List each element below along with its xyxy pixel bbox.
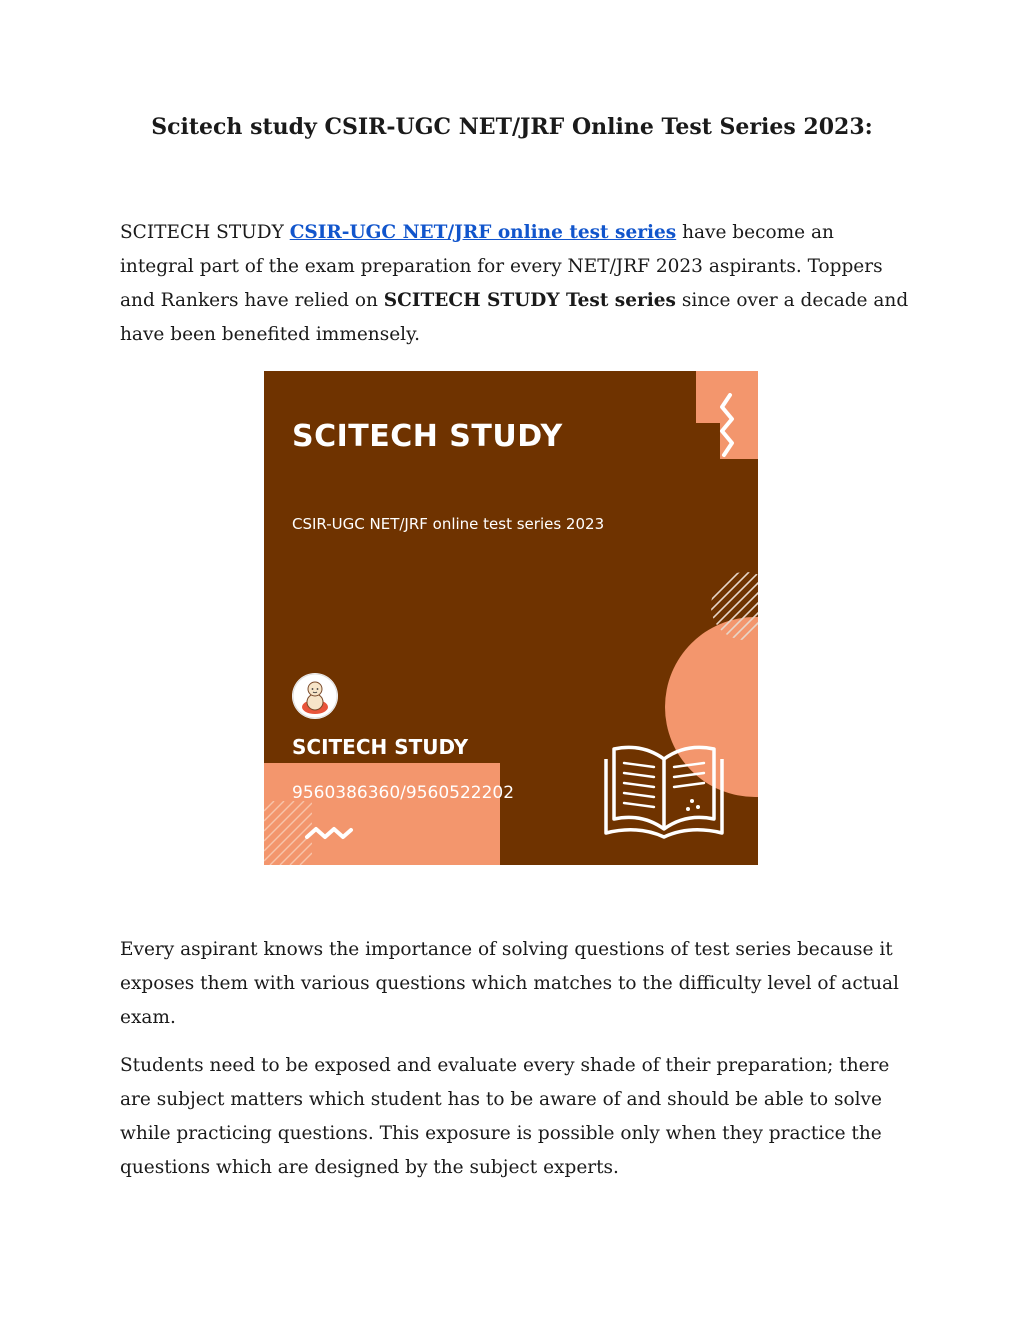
page-title: Scitech study CSIR-UGC NET/JRF Online Test Series 2023: [151,114,873,140]
wave-decoration-icon [304,825,354,841]
poster-footer-brand: SCITECH STUDY [292,735,469,759]
poster-brand-title: SCITECH STUDY [292,419,563,454]
intro-bold-text: SCITECH STUDY Test series [383,290,676,311]
mascot-logo-icon [292,673,338,719]
promo-poster [264,371,758,865]
open-book-icon [602,737,726,841]
poster-phone-numbers: 9560386360/9560522202 [292,783,515,803]
intro-text-2: have become an integral part of the exam preparation for every NET/JRF 2023 aspirants. Toppers and Rankers have relied on [120,222,883,311]
zigzag-decoration-icon [718,393,736,459]
importance-paragraph: Every aspirant knows the importance of solving questions of test series because it exposes them with various questions which matches to the difficulty level of actual exam. [120,939,899,1028]
exposure-paragraph: Students need to be exposed and evaluate every shade of their preparation; there are subject matters which student has to be aware of and should be able to solve while practicing questions. This exposure is possible only when they practice the questions which are designed by the subject experts. [120,1055,890,1178]
hatch-circle-decoration-icon [710,571,758,641]
poster-subtitle: CSIR-UGC NET/JRF online test series 2023 [292,515,605,533]
test-series-link[interactable]: CSIR-UGC NET/JRF online test series [289,222,677,243]
intro-lead: SCITECH STUDY [120,222,290,243]
intro-text-3: since over a decade and have been benefited immensely. [120,290,909,345]
intro-paragraph [120,216,910,352]
